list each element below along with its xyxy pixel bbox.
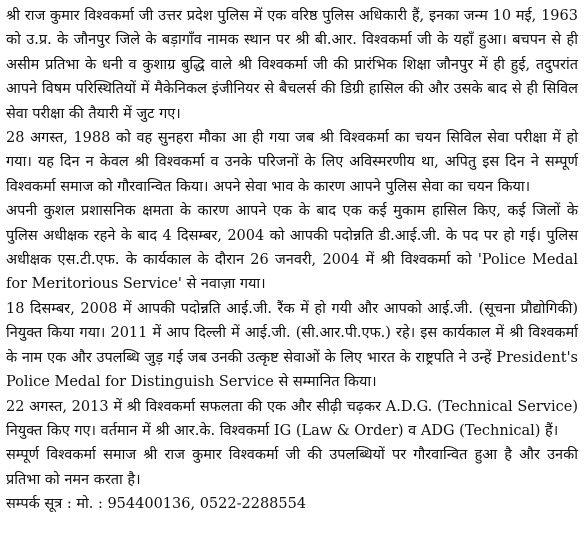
paragraph-civil-service-selection: 28 अगस्त, 1988 को वह सुनहरा मौका आ ही गया जब श्री विश्वकर्मा का चयन सिविल सेवा परीक्षा में हो गया। यह दिन न केवल श्री विश्वकर्मा व उनके परिजनों के लिए अविस्मरणीय था, अपितु इस दिन ने सम्पूर्ण विश्वकर्मा समाज को गौरवान्वित किया। अपने सेवा भाव के कारण आपने पुलिस सेवा का चयन किया।	[6, 130, 578, 195]
paragraph-dig-promotion: अपनी कुशल प्रशासनिक क्षमता के कारण आपने एक के बाद एक कई मुकाम हासिल किए, कई जिलों के पुलिस अधीक्षक रहने के बाद 4 दिसम्बर, 2004 को आपकी पदोन्नति डी.आई.जी. के पद पर हो गई। पुलिस अधीक्षक एस.टी.एफ. के कार्यकाल के दौरान 26 जनवरी, 2004 में श्री विश्वकर्मा को 'Police Medal for Meritorious Service' से नवाज़ा गया।	[6, 203, 578, 293]
paragraph-ig-promotion: 18 दिसम्बर, 2008 में आपकी पदोन्नति आई.जी. रैंक में हो गयी और आपको आई.जी. (सूचना प्रौद्योगिकी) नियुक्त किया गया। 2011 में आप दिल्ली में आई.जी. (सी.आर.पी.एफ.) रहे। इस कार्यकाल में श्री विश्वकर्मा के नाम एक और उपलब्धि जुड़ गई जब उनकी उत्कृष्ट सेवाओं के लिए भारत के राष्ट्रपति ने उन्हें President's Police Medal for Distinguish Service से सम्मानित किया।	[6, 300, 578, 391]
paragraph-birth-education: श्री राज कुमार विश्वकर्मा जी उत्तर प्रदेश पुलिस में एक वरिष्ठ पुलिस अधिकारी हैं, इनका जन्म 10 मई, 1963 को उ.प्र. के जौनपुर जिले के बड़ागाँव नामक स्थान पर श्री बी.आर. विश्वकर्मा जी के यहाँ हुआ। बचपन से ही असीम प्रतिभा के धनी व कुशाग्र बुद्धि वाले श्री विश्वकर्मा जी की प्रारंभिक शिक्षा जौनपुर में ही हुई, तदुपरांत आपने विषम परिस्थितियों में मैकेनिकल इंजीनियर से बैचलर्स की डिग्री हासिल की और उसके बाद से ही सिविल सेवा परीक्षा की तैयारी में जुट गए।	[6, 8, 578, 122]
paragraph-community-pride: सम्पूर्ण विश्वकर्मा समाज श्री राज कुमार विश्वकर्मा जी की उपलब्धियों पर गौरवान्वित हुआ है और उनकी प्रतिभा को नमन करता है।	[6, 447, 578, 488]
contact-line: सम्पर्क सूत्र : मो. : 954400136, 0522-2288554	[6, 496, 307, 513]
paragraph-adg-appointment: 22 अगस्त, 2013 में श्री विश्वकर्मा सफलता की एक और सीढ़ी चढ़कर A.D.G. (Technical Service) नियुक्त किए गए। वर्तमान में श्री आर.के. विश्वकर्मा IG (Law & Order) व ADG (Technical) हैं।	[6, 398, 578, 439]
